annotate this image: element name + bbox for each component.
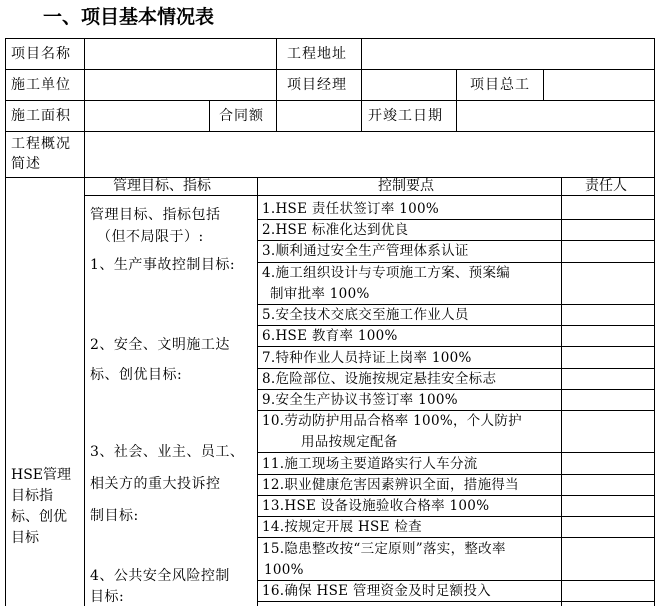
hse-label-line2: 目标指 [11, 488, 53, 504]
control-item-9: 9.安全生产协议书签订率 100% [262, 392, 458, 408]
control-item-14: 14.按规定开展 HSE 检查 [262, 519, 422, 535]
overview-label-line1: 工程概况 [11, 136, 71, 152]
control-item-10-cont: 用品按规定配备 [301, 434, 398, 450]
control-item-7: 7.特种作业人员持证上岗率 100% [262, 350, 472, 366]
construction-area-label: 施工面积 [11, 108, 71, 124]
control-item-13: 13.HSE 设备设施验收合格率 100% [262, 498, 490, 514]
chief-engineer-label: 项目总工 [470, 77, 530, 93]
control-item-12: 12.职业健康危害因素辨识全面，措施得当 [262, 477, 519, 493]
control-item-11: 11.施工现场主要道路实行人车分流 [262, 456, 478, 472]
control-item-15: 15.隐患整改按“三定原则”落实，整改率 [262, 541, 506, 557]
control-item-4-cont: 制审批率 100% [270, 286, 370, 302]
targets-column-header: 管理目标、指标 [113, 178, 211, 194]
contract-amount-label: 合同额 [219, 108, 264, 124]
owner-column-header: 责任人 [585, 178, 627, 194]
control-item-10: 10.劳动防护用品合格率 100%，个人防护 [262, 413, 522, 429]
control-item-8: 8.危险部位、设施按规定悬挂安全标志 [262, 371, 497, 387]
control-item-3: 3.顺利通过安全生产管理体系认证 [262, 243, 469, 259]
hse-label-line3: 标、创优 [11, 509, 67, 525]
control-item-4: 4.施工组织设计与专项施工方案、预案编 [262, 265, 511, 281]
control-item-6: 6.HSE 教育率 100% [262, 328, 398, 344]
start-end-date-label: 开竣工日期 [368, 108, 443, 124]
goal4-line2: 目标: [90, 589, 125, 605]
hse-label-line4: 目标 [11, 530, 39, 546]
goal1-text: 1、生产事故控制目标: [90, 257, 236, 273]
control-item-2: 2.HSE 标准化达到优良 [262, 222, 409, 238]
targets-intro-line2: （但不局限于）: [97, 229, 204, 245]
targets-intro-line1: 管理目标、指标包括 [90, 207, 221, 223]
goal3-line3: 制目标: [90, 508, 139, 524]
goal3-line2: 相关方的重大投诉控 [90, 476, 221, 492]
goal4-line1: 4、公共安全风险控制 [90, 568, 230, 584]
project-address-label: 工程地址 [287, 46, 347, 62]
control-item-5: 5.安全技术交底交至施工作业人员 [262, 307, 469, 323]
goal2-line1: 2、安全、文明施工达 [90, 337, 230, 353]
control-item-1: 1.HSE 责任状签订率 100% [262, 201, 440, 217]
control-item-15-cont: 100% [264, 562, 304, 578]
project-manager-label: 项目经理 [287, 77, 347, 93]
control-points-column-header: 控制要点 [378, 178, 434, 194]
goal3-line1: 3、社会、业主、员工、 [90, 444, 245, 460]
control-item-16: 16.确保 HSE 管理资金及时足额投入 [262, 583, 491, 599]
hse-label-line1: HSE管理 [11, 467, 72, 483]
section-title: 一、项目基本情况表 [43, 6, 215, 28]
project-name-label: 项目名称 [11, 46, 71, 62]
goal2-line2: 标、创优目标: [90, 367, 183, 383]
overview-label-line2: 简述 [11, 156, 41, 172]
construction-unit-label: 施工单位 [11, 77, 71, 93]
